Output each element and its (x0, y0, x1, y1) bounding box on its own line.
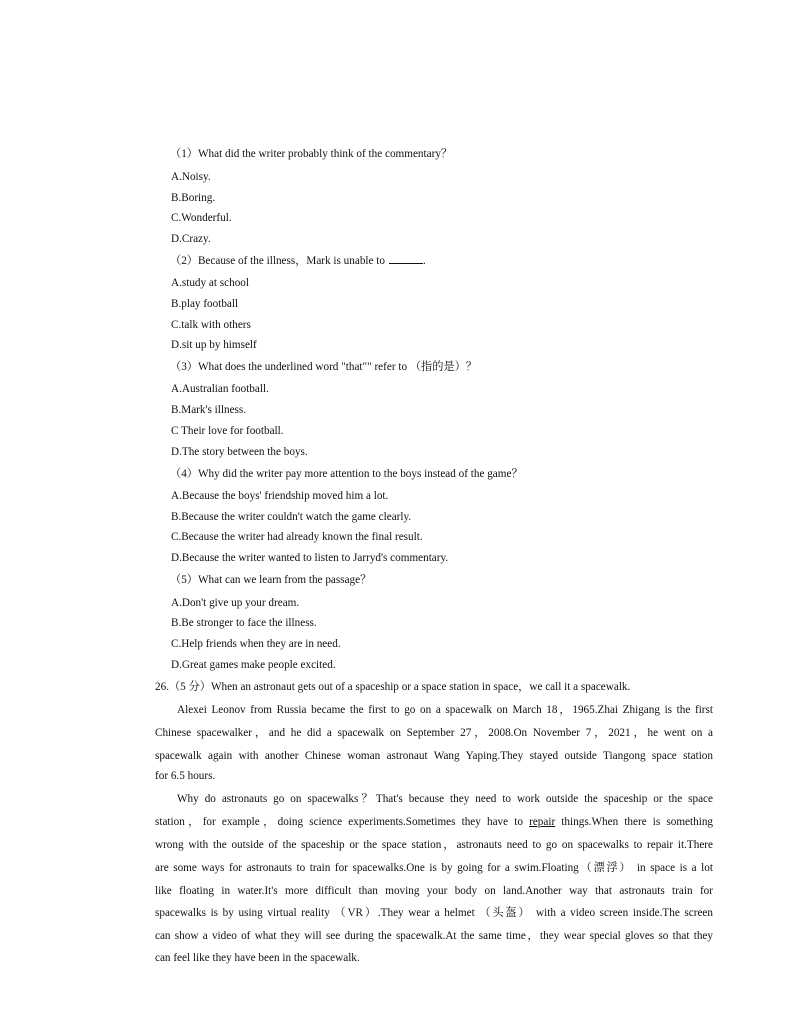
q2-option-a: A.study at school (171, 277, 249, 289)
passage-text: things.When there is something (561, 816, 714, 828)
passage-line: Alexei Leonov from Russia became the first to go on a spacewalk on March 18，1965.Zhai Zhigang is the first (177, 704, 713, 716)
underlined-word: repair (529, 816, 556, 828)
q1-option-c: C.Wonderful. (171, 212, 232, 224)
answer-blank (389, 254, 423, 264)
question-2 (170, 254, 426, 268)
q3-option-c: C Their love for football. (171, 425, 284, 437)
q1-option-a: A.Noisy. (171, 171, 211, 183)
passage-line: Why do astronauts go on spacewalks？That's because they need to work outside the spaceship or the space (177, 793, 713, 805)
question-3: （3）What does the underlined word "that"" refer to （指的是）？ (170, 361, 477, 373)
passage-line: are some ways for astronauts to train for spacewalks.One is by going for a swim.Floating（漂浮） in space is a lot (155, 862, 713, 874)
q2-option-d: D.sit up by himself (171, 339, 257, 351)
passage-line (155, 815, 713, 829)
passage-text: station，for example，doing science experiments.Sometimes they have to (155, 816, 523, 828)
passage-26-header: 26.（5 分）When an astronaut gets out of a spaceship or a space station in space，we call it a spacewalk. (155, 681, 631, 693)
q1-option-d: D.Crazy. (171, 233, 211, 245)
q4-option-c: C.Because the writer had already known the final result. (171, 531, 423, 543)
passage-line: Chinese spacewalker，and he did a spacewalk on September 27，2008.On November 7，2021，he went on a (155, 727, 713, 739)
passage-line: like floating in water.It's more difficult than moving your body on land.Another way that astronauts train for (155, 885, 713, 897)
q4-option-b: B.Because the writer couldn't watch the game clearly. (171, 511, 412, 523)
question-4: （4）Why did the writer pay more attention to the boys instead of the game？ (170, 468, 523, 480)
passage-line: for 6.5 hours. (155, 770, 216, 782)
q3-option-a: A.Australian football. (171, 383, 269, 395)
passage-line: can show a video of what they will see during the spacewalk.At the same time，they wear special gloves so that they (155, 930, 713, 942)
passage-line: wrong with the outside of the spaceship or the space station，astronauts need to go on spacewalks to repair it.There (155, 839, 713, 851)
q3-option-b: B.Mark's illness. (171, 404, 247, 416)
q5-option-c: C.Help friends when they are in need. (171, 638, 341, 650)
q3-option-d: D.The story between the boys. (171, 446, 308, 458)
question-5: （5）What can we learn from the passage？ (170, 574, 372, 586)
q4-option-a: A.Because the boys' friendship moved him a lot. (171, 490, 389, 502)
q1-option-b: B.Boring. (171, 192, 216, 204)
q4-option-d: D.Because the writer wanted to listen to Jarryd's commentary. (171, 552, 449, 564)
question-2-text: （2）Because of the illness，Mark is unable to (170, 255, 386, 267)
passage-line: spacewalk again with another Chinese woman astronaut Wang Yaping.They stayed outside Tiangong space station (155, 750, 713, 762)
q5-option-a: A.Don't give up your dream. (171, 597, 300, 609)
question-1: （1）What did the writer probably think of the commentary？ (170, 148, 453, 160)
q5-option-d: D.Great games make people excited. (171, 659, 336, 671)
passage-line: can feel like they have been in the spacewalk. (155, 952, 360, 964)
q2-option-c: C.talk with others (171, 319, 251, 331)
q5-option-b: B.Be stronger to face the illness. (171, 617, 317, 629)
question-2-end: . (423, 255, 426, 267)
q2-option-b: B.play football (171, 298, 239, 310)
passage-line: spacewalks is by using virtual reality （VR）.They wear a helmet （头盔） with a video screen inside.The screen (155, 907, 713, 919)
